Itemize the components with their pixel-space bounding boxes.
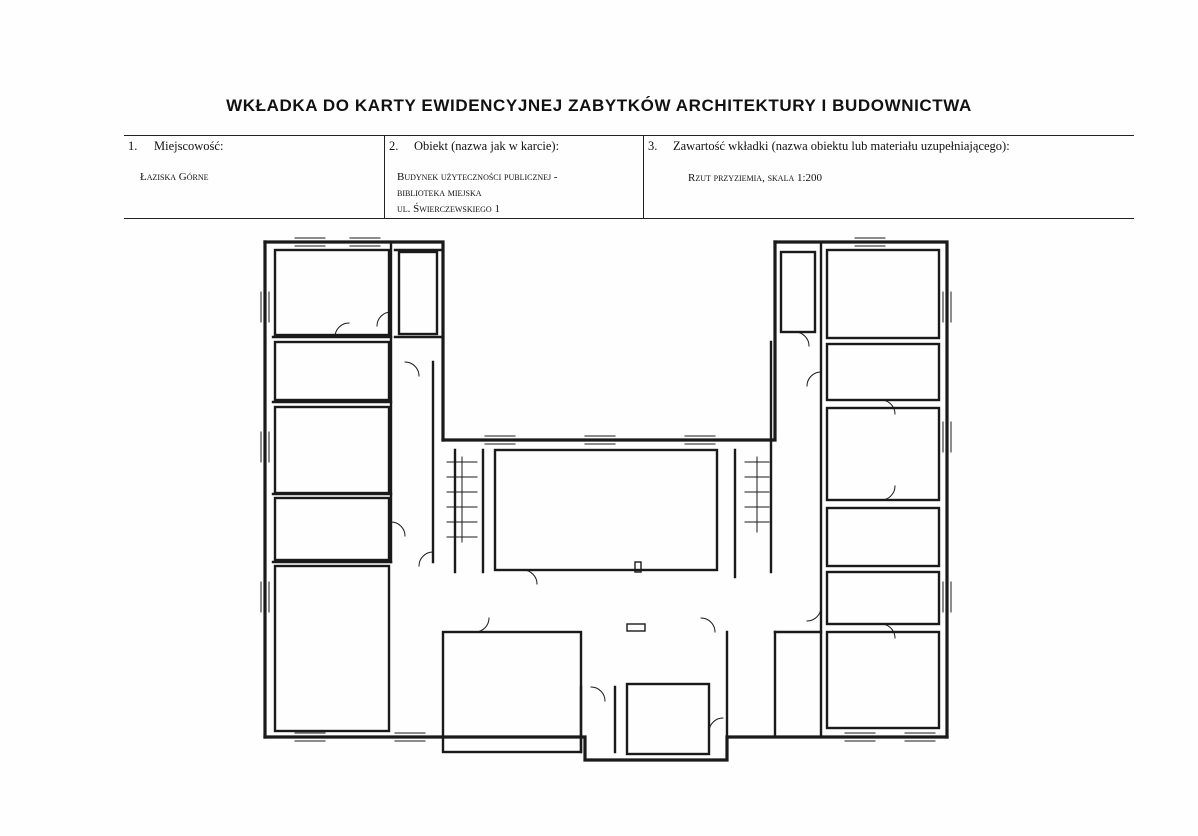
- field-label: Miejscowość:: [154, 139, 224, 153]
- field-value: Łaziska Górne: [140, 171, 209, 183]
- field-label: Zawartość wkładki (nazwa obiektu lub materiału uzupełniającego):: [673, 139, 1010, 153]
- field-value-line: biblioteka miejska: [397, 187, 482, 199]
- field-value: Rzut przyziemia, skala 1:200: [688, 172, 823, 184]
- inner-walls: [273, 242, 939, 754]
- field-contents: [643, 136, 1134, 218]
- field-locality: [124, 136, 384, 218]
- document-heading: WKŁADKA DO KARTY EWIDENCYJNEJ ZABYTKÓW ARCHITEKTURY I BUDOWNICTWA: [226, 96, 972, 115]
- field-number: 3.: [648, 139, 658, 153]
- field-value-line: ul. Świerczewskiego 1: [397, 203, 500, 215]
- field-label: Obiekt (nazwa jak w karcie):: [414, 139, 560, 153]
- field-value-line: Budynek użyteczności publicznej -: [397, 171, 558, 183]
- floor-plan-drawing: [255, 232, 967, 772]
- doors: [335, 312, 895, 732]
- info-table: [124, 135, 1134, 219]
- windows: [261, 238, 951, 741]
- field-number: 2.: [389, 139, 399, 153]
- field-object: [384, 136, 643, 218]
- field-number: 1.: [128, 139, 138, 153]
